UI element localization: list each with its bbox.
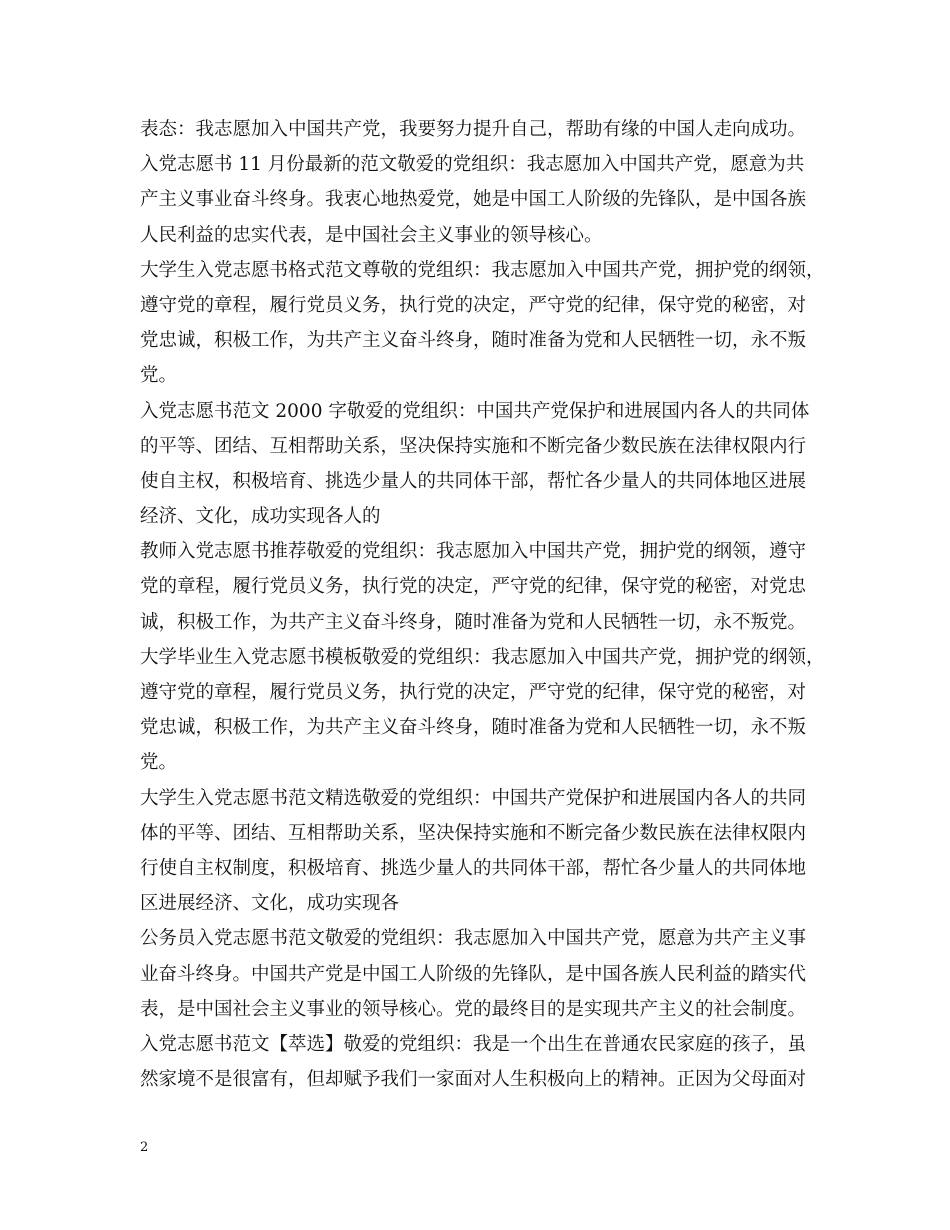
text-line: 党忠诚，积极工作，为共产主义奋斗终身，随时准备为党和人民牺牲一切，永不叛 bbox=[140, 330, 807, 352]
text-line: 入党志愿书范文【萃选】敬爱的党组织：我是一个出生在普通农民家庭的孩子，虽 bbox=[140, 1033, 807, 1055]
document-body bbox=[140, 112, 825, 1097]
text-line: 表，是中国社会主义事业的领导核心。党的最终目的是实现共产主义的社会制度。 bbox=[140, 998, 807, 1020]
text-line: 人民利益的忠实代表，是中国社会主义事业的领导核心。 bbox=[140, 224, 603, 246]
page-number: 2 bbox=[140, 1140, 149, 1155]
text-line: 表态：我志愿加入中国共产党，我要努力提升自己，帮助有缘的中国人走向成功。 bbox=[140, 119, 807, 140]
text-line: 入党志愿书范文 2000 字敬爱的党组织：中国共产党保护和进展国内各人的共同体 bbox=[140, 400, 810, 422]
text-line: 教师入党志愿书推荐敬爱的党组织：我志愿加入中国共产党，拥护党的纲领，遵守 bbox=[140, 541, 807, 563]
text-line: 使自主权，积极培育、挑选少量人的共同体干部，帮忙各少量人的共同体地区进展 bbox=[140, 470, 807, 492]
text-line: 党的章程，履行党员义务，执行党的决定，严守党的纪律，保守党的秘密，对党忠 bbox=[140, 576, 807, 598]
text-line: 公务员入党志愿书范文敬爱的党组织：我志愿加入中国共产党，愿意为共产主义事 bbox=[140, 928, 807, 950]
text-line: 体的平等、团结、互相帮助关系，坚决保持实施和不断完备少数民族在法律权限内 bbox=[140, 822, 807, 844]
text-line: 的平等、团结、互相帮助关系，坚决保持实施和不断完备少数民族在法律权限内行 bbox=[140, 435, 807, 457]
text-line: 大学生入党志愿书范文精选敬爱的党组织：中国共产党保护和进展国内各人的共同 bbox=[140, 787, 807, 809]
text-line: 诚，积极工作，为共产主义奋斗终身，随时准备为党和人民牺牲一切，永不叛党。 bbox=[140, 611, 807, 633]
text-line: 然家境不是很富有，但却赋予我们一家面对人生积极向上的精神。正因为父母面对 bbox=[140, 1069, 807, 1091]
text-line: 大学毕业生入党志愿书模板敬爱的党组织：我志愿加入中国共产党，拥护党的纲领， bbox=[140, 646, 825, 668]
text-line: 大学生入党志愿书格式范文尊敬的党组织：我志愿加入中国共产党，拥护党的纲领， bbox=[140, 259, 825, 281]
text-line: 遵守党的章程，履行党员义务，执行党的决定，严守党的纪律，保守党的秘密，对 bbox=[140, 294, 807, 316]
text-line: 党。 bbox=[140, 365, 178, 387]
text-line: 党忠诚，积极工作，为共产主义奋斗终身，随时准备为党和人民牺牲一切，永不叛 bbox=[140, 717, 807, 739]
text-line: 产主义事业奋斗终身。我衷心地热爱党，她是中国工人阶级的先锋队，是中国各族 bbox=[140, 189, 807, 211]
text-line: 经济、文化，成功实现各人的 bbox=[140, 506, 381, 528]
text-line: 入党志愿书 11 月份最新的范文敬爱的党组织：我志愿加入中国共产党，愿意为共 bbox=[140, 154, 805, 176]
text-line: 业奋斗终身。中国共产党是中国工人阶级的先锋队，是中国各族人民利益的踏实代 bbox=[140, 963, 807, 985]
text-line: 区进展经济、文化，成功实现各 bbox=[140, 893, 400, 915]
text-line: 行使自主权制度，积极培育、挑选少量人的共同体干部，帮忙各少量人的共同体地 bbox=[140, 857, 807, 879]
text-line: 党。 bbox=[140, 752, 178, 774]
text-line: 遵守党的章程，履行党员义务，执行党的决定，严守党的纪律，保守党的秘密，对 bbox=[140, 682, 807, 703]
